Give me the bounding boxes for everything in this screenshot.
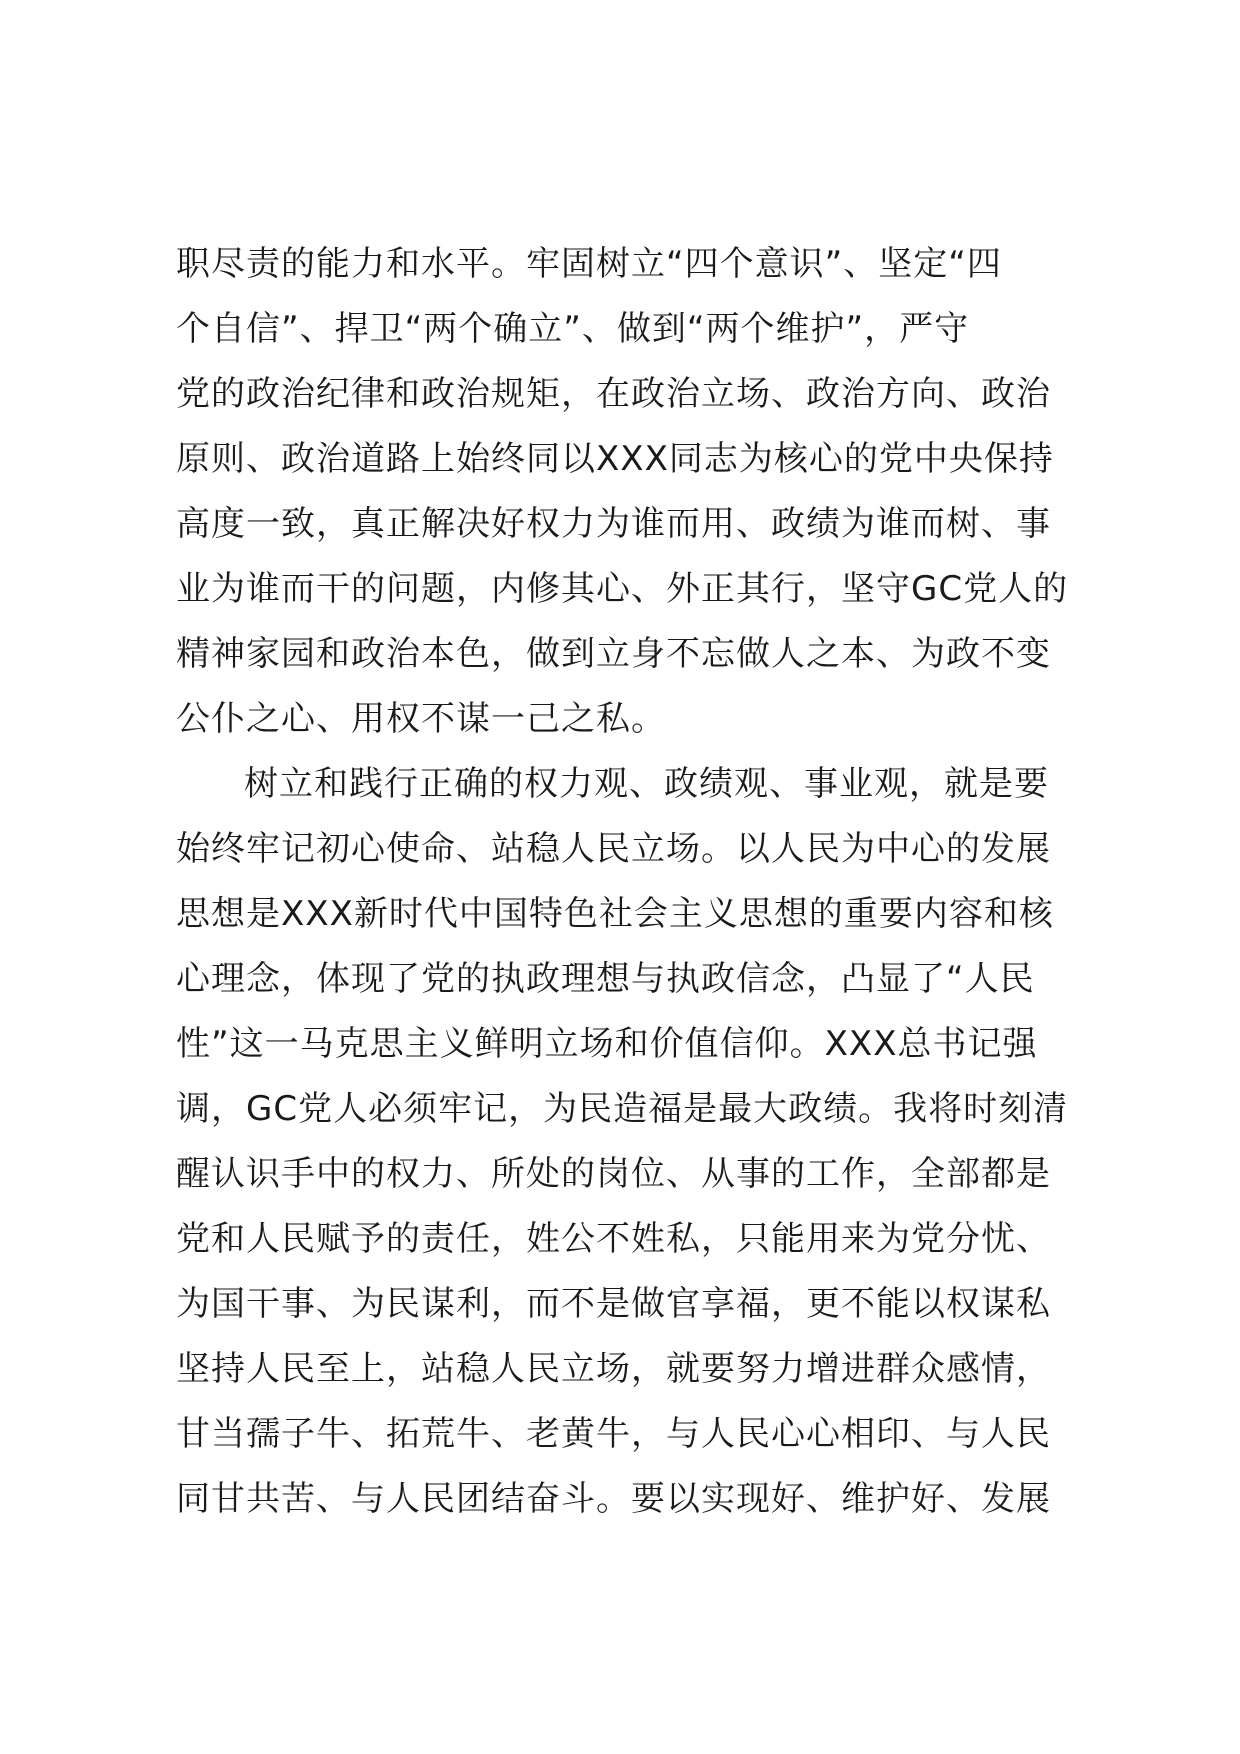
text-line: 同甘共苦、与人民团结奋斗。要以实现好、维护好、发展 xyxy=(176,1479,1051,1519)
text-line: 始终牢记初心使命、站稳人民立场。以人民为中心的发展 xyxy=(176,829,1051,869)
text-line: 个自信”、捍卫“两个确立”、做到“两个维护”，严守 xyxy=(176,309,970,349)
text-line: 调，GC党人必须牢记，为民造福是最大政绩。我将时刻清 xyxy=(176,1089,1069,1129)
text-line: 原则、政治道路上始终同以XXX同志为核心的党中央保持 xyxy=(176,439,1054,479)
text-line: 公仆之心、用权不谋一己之私。 xyxy=(176,699,666,739)
text-line: 业为谁而干的问题，内修其心、外正其行，坚守GC党人的 xyxy=(176,569,1069,609)
text-line: 为国干事、为民谋利，而不是做官享福，更不能以权谋私 xyxy=(176,1284,1051,1324)
text-line: 心理念，体现了党的执政理想与执政信念，凸显了“人民 xyxy=(176,959,1035,999)
text-line: 党的政治纪律和政治规矩，在政治立场、政治方向、政治 xyxy=(176,374,1051,414)
body-text xyxy=(176,232,1096,1532)
text-line: 性”这一马克思主义鲜明立场和价值信仰。XXX总书记强 xyxy=(176,1024,1038,1064)
text-line: 甘当孺子牛、拓荒牛、老黄牛，与人民心心相印、与人民 xyxy=(176,1414,1051,1454)
text-line: 职尽责的能力和水平。牢固树立“四个意识”、坚定“四 xyxy=(176,244,1002,284)
text-line: 醒认识手中的权力、所处的岗位、从事的工作，全部都是 xyxy=(176,1154,1051,1194)
paragraph-first-line: 树立和践行正确的权力观、政绩观、事业观，就是要 xyxy=(244,764,1049,804)
text-line: 高度一致，真正解决好权力为谁而用、政绩为谁而树、事 xyxy=(176,504,1051,544)
text-line: 思想是XXX新时代中国特色社会主义思想的重要内容和核 xyxy=(176,894,1054,934)
text-line: 坚持人民至上，站稳人民立场，就要努力增进群众感情， xyxy=(176,1349,1051,1389)
text-line: 党和人民赋予的责任，姓公不姓私，只能用来为党分忧、 xyxy=(176,1219,1051,1259)
text-line: 精神家园和政治本色，做到立身不忘做人之本、为政不变 xyxy=(176,634,1051,674)
